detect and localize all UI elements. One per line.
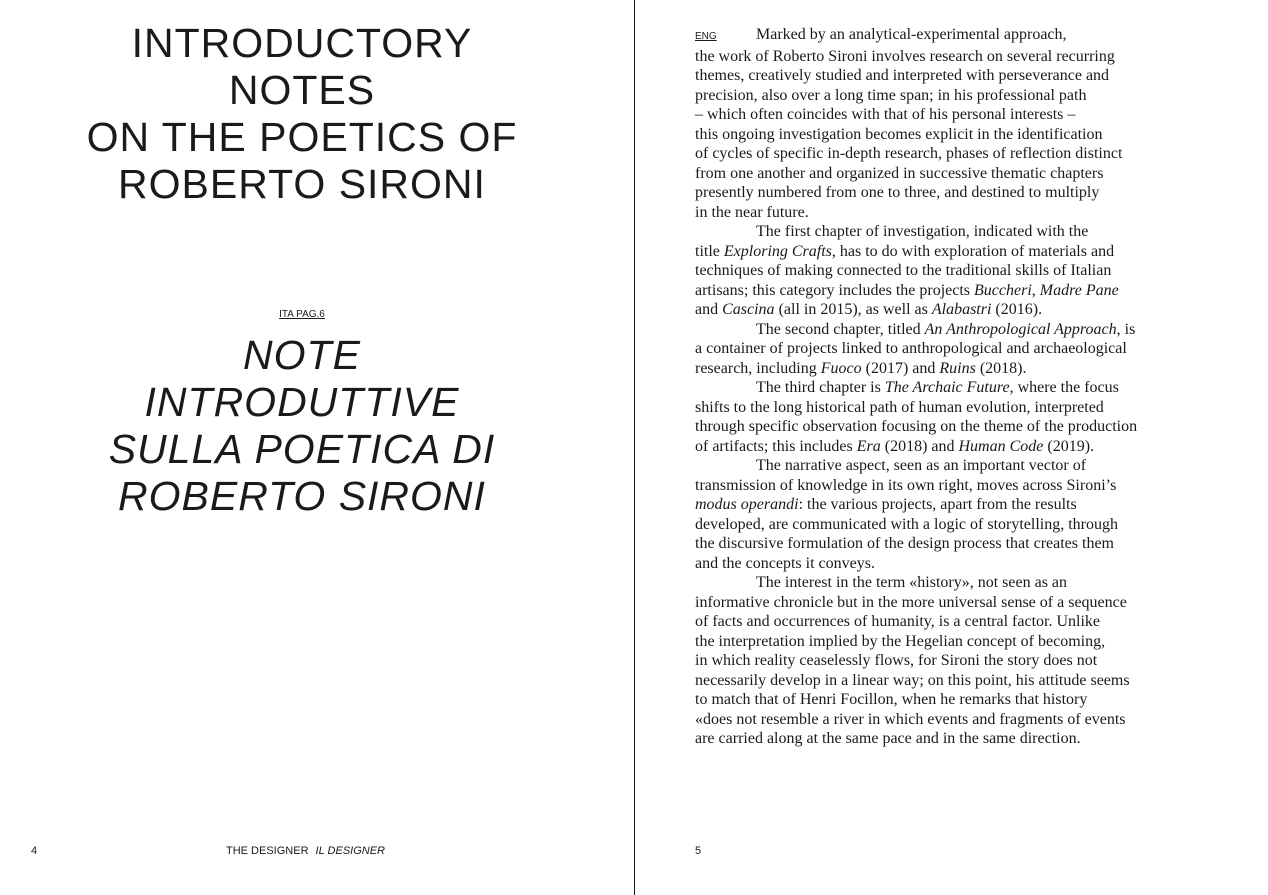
- italic-title-text: The Archaic Future: [884, 379, 1010, 396]
- italic-title-text: Madre Pane: [1039, 281, 1119, 299]
- text-line: [695, 222, 1195, 242]
- text-segment: the discursive formulation of the design process that creates them: [695, 535, 1114, 552]
- text-line: [695, 105, 1195, 125]
- text-line: [695, 320, 1195, 340]
- page-number-right: 5: [695, 845, 702, 857]
- text-segment: The narrative aspect, seen as an important vector of: [756, 457, 1087, 474]
- text-line: [695, 25, 1195, 47]
- english-title-line: ON THE POETICS OF: [86, 114, 518, 160]
- text-segment: of cycles of specific in-depth research, phases of reflection distinct: [695, 145, 1123, 162]
- text-line: [695, 534, 1195, 554]
- body-text: [695, 25, 1195, 749]
- text-line: [695, 476, 1195, 496]
- text-line: [695, 593, 1195, 613]
- english-title-line: ROBERTO SIRONI: [118, 161, 486, 207]
- text-line: [695, 261, 1195, 281]
- text-line: [695, 729, 1195, 749]
- text-segment: , is: [1116, 320, 1136, 338]
- page-number-left: 4: [31, 845, 38, 857]
- text-line: [695, 86, 1195, 106]
- text-line: [695, 203, 1195, 223]
- italic-title-text: modus operandi: [695, 496, 799, 513]
- text-segment: through specific observation focusing on the theme of the production: [695, 418, 1138, 435]
- text-segment: (2019).: [1043, 437, 1095, 455]
- text-segment: this ongoing investigation becomes explicit in the identification: [695, 125, 1103, 143]
- italic-title-text: Buccheri: [974, 281, 1032, 299]
- text-segment: – which often coincides with that of his personal interests –: [695, 106, 1076, 123]
- language-tag[interactable]: ENG: [695, 31, 717, 42]
- text-segment: and: [695, 301, 723, 318]
- text-segment: (2018).: [975, 359, 1027, 377]
- text-segment: in the near future.: [695, 203, 809, 221]
- italian-title-line: SULLA POETICA DI: [108, 426, 496, 472]
- text-segment: shifts to the long historical path of human evolution, interpreted: [695, 398, 1104, 416]
- italic-title-text: Alabastri: [931, 301, 992, 318]
- page-spine-divider: [634, 0, 635, 895]
- text-segment: developed, are communicated with a logic of storytelling, through: [695, 515, 1118, 533]
- text-segment: , has to do with exploration of materials and: [831, 242, 1115, 260]
- english-title-line: INTRODUCTORY: [131, 20, 473, 66]
- text-segment: (2016).: [991, 301, 1043, 318]
- text-segment: a container of projects linked to anthropological and archaeological: [695, 340, 1127, 357]
- text-line: [695, 437, 1195, 457]
- text-segment: and the concepts it conveys.: [695, 554, 875, 572]
- italian-title: [0, 332, 604, 520]
- text-line: [695, 573, 1195, 593]
- italic-title-text: Exploring Crafts: [723, 242, 832, 260]
- english-title: [0, 20, 604, 208]
- text-segment: the work of Roberto Sironi involves research on several recurring: [695, 47, 1115, 65]
- text-segment: of facts and occurrences of humanity, is a central factor. Unlike: [695, 613, 1101, 630]
- italian-title-line: ROBERTO SIRONI: [118, 473, 486, 519]
- text-segment: from one another and organized in successive thematic chapters: [695, 164, 1104, 182]
- text-line: [695, 554, 1195, 574]
- text-line: [695, 671, 1195, 691]
- text-segment: in which reality ceaselessly flows, for Sironi the story does not: [695, 652, 1098, 669]
- italic-title-text: Era: [856, 437, 881, 455]
- text-segment: The third chapter is: [756, 379, 885, 396]
- text-line: [695, 183, 1195, 203]
- text-segment: are carried along at the same pace and in the same direction.: [695, 730, 1081, 747]
- text-line: [695, 300, 1195, 320]
- text-segment: title: [695, 242, 724, 260]
- text-line: [695, 125, 1195, 145]
- text-segment: techniques of making connected to the traditional skills of Italian: [695, 262, 1112, 279]
- text-segment: (2017) and: [861, 359, 940, 377]
- italian-title-line: INTRODUTTIVE: [144, 379, 460, 425]
- text-line: [695, 359, 1195, 379]
- italic-title-text: Fuoco: [820, 359, 862, 377]
- text-line: [695, 612, 1195, 632]
- text-segment: themes, creatively studied and interpreted with perseverance and: [695, 67, 1110, 84]
- text-segment: ,: [1031, 281, 1040, 299]
- italian-title-line: NOTE: [243, 332, 361, 378]
- text-segment: Marked by an analytical-experimental approach,: [756, 26, 1067, 43]
- right-page-text: [695, 25, 1195, 749]
- running-head-en: THE DESIGNER: [226, 845, 309, 857]
- text-segment: of artifacts; this includes: [695, 437, 857, 455]
- italic-title-text: Ruins: [939, 359, 976, 377]
- text-segment: The second chapter, titled: [756, 320, 925, 338]
- text-line: [695, 456, 1195, 476]
- text-segment: (all in 2015), as well as: [774, 301, 932, 318]
- italic-title-text: Human Code: [958, 437, 1044, 455]
- text-line: [695, 495, 1195, 515]
- text-segment: research, including: [695, 359, 821, 377]
- text-segment: (2018) and: [880, 437, 959, 455]
- italic-title-text: Cascina: [722, 301, 775, 318]
- text-line: [695, 515, 1195, 535]
- text-segment: transmission of knowledge in its own right, moves across Sironi’s: [695, 476, 1117, 494]
- english-title-line: NOTES: [228, 67, 376, 113]
- text-line: [695, 66, 1195, 86]
- text-line: [695, 339, 1195, 359]
- text-segment: precision, also over a long time span; in his professional path: [695, 86, 1087, 104]
- text-segment: artisans; this category includes the projects: [695, 281, 975, 299]
- text-segment: necessarily develop in a linear way; on this point, his attitude seems: [695, 671, 1130, 689]
- text-line: [695, 378, 1195, 398]
- text-segment: the interpretation implied by the Hegelian concept of becoming,: [695, 632, 1106, 650]
- text-segment: to match that of Henri Focillon, when he remarks that history: [695, 691, 1088, 708]
- text-line: [695, 47, 1195, 67]
- text-line: [695, 398, 1195, 418]
- text-segment: «does not resemble a river in which events and fragments of events: [695, 710, 1126, 728]
- text-segment: presently numbered from one to three, and destined to multiply: [695, 184, 1100, 201]
- text-segment: informative chronicle but in the more universal sense of a sequence: [695, 593, 1127, 611]
- text-line: [695, 632, 1195, 652]
- text-line: [695, 710, 1195, 730]
- text-line: [695, 417, 1195, 437]
- text-segment: The first chapter of investigation, indicated with the: [756, 223, 1089, 240]
- text-line: [695, 690, 1195, 710]
- text-line: [695, 164, 1195, 184]
- text-line: [695, 144, 1195, 164]
- running-head-it: IL DESIGNER: [315, 845, 386, 857]
- italian-page-link[interactable]: ITA PAG.6: [279, 309, 325, 320]
- italic-title-text: An Anthropological Approach: [924, 320, 1117, 338]
- text-line: [695, 281, 1195, 301]
- running-head: [226, 845, 385, 857]
- text-line: [695, 651, 1195, 671]
- text-segment: The interest in the term «history», not seen as an: [756, 574, 1068, 591]
- text-segment: : the various projects, apart from the results: [798, 496, 1077, 513]
- text-line: [695, 242, 1195, 262]
- text-segment: , where the focus: [1009, 379, 1119, 396]
